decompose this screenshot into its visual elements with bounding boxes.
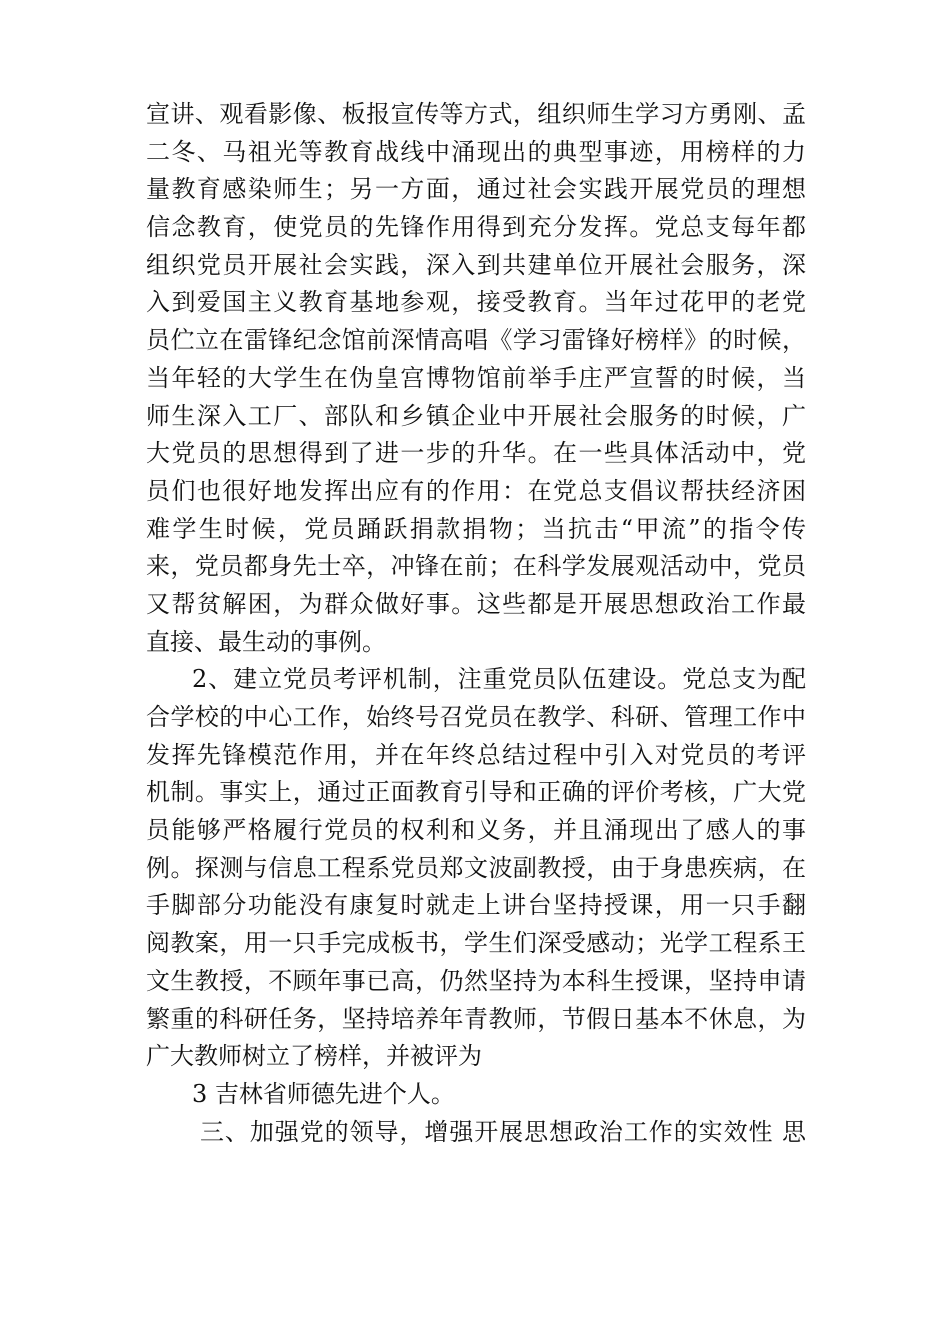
page-number-line: 3 吉林省师德先进个人。 (192, 1079, 455, 1108)
text-line: 员们也很好地发挥出应有的作用：在党总支倡议帮扶经济困 (146, 476, 806, 505)
text-line: 员伫立在雷锋纪念馆前深情高唱《学习雷锋好榜样》的时候， (146, 326, 806, 355)
text-line: 量教育感染师生；另一方面，通过社会实践开展党员的理想 (146, 175, 806, 204)
text-line: 当年轻的大学生在伪皇宫博物馆前举手庄严宣誓的时候，当 (146, 363, 806, 392)
text-line: 又帮贫解困，为群众做好事。这些都是开展思想政治工作最 (146, 589, 806, 618)
text-line: 来，党员都身先士卒，冲锋在前；在科学发展观活动中，党员 (146, 552, 806, 581)
text-line: 二冬、马祖光等教育战线中涌现出的典型事迹，用榜样的力 (146, 137, 806, 166)
text-line: 文生教授，不顾年事已高，仍然坚持为本科生授课，坚持申请 (146, 966, 806, 995)
body-text (146, 96, 806, 1151)
text-line: 繁重的科研任务，坚持培养年青教师，节假日基本不休息，为 (146, 1004, 806, 1033)
text-line: 广大教师树立了榜样，并被评为 (146, 1042, 482, 1071)
text-line: 宣讲、观看影像、板报宣传等方式，组织师生学习方勇刚、孟 (146, 100, 806, 128)
text-line: 机制。事实上，通过正面教育引导和正确的评价考核，广大党 (146, 778, 806, 807)
text-line: 阅教案，用一只手完成板书，学生们深受感动；光学工程系王 (146, 929, 806, 958)
text-line: 信念教育，使党员的先锋作用得到充分发挥。党总支每年都 (146, 213, 806, 242)
text-line: 合学校的中心工作，始终号召党员在教学、科研、管理工作中 (146, 703, 806, 731)
section-2-heading-line: 2、建立党员考评机制，注重党员队伍建设。党总支为配 (192, 665, 806, 694)
text-line: 直接、最生动的事例。 (146, 627, 386, 656)
text-line: 师生深入工厂、部队和乡镇企业中开展社会服务的时候，广 (146, 401, 806, 430)
text-line: 难学生时候，党员踊跃捐款捐物；当抗击“甲流”的指令传 (146, 514, 806, 543)
text-line: 手脚部分功能没有康复时就走上讲台坚持授课，用一只手翻 (146, 891, 806, 920)
text-line: 发挥先锋模范作用，并在年终总结过程中引入对党员的考评 (146, 740, 806, 769)
text-line: 员能够严格履行党员的权利和义务，并且涌现出了感人的事 (146, 816, 806, 845)
text-line: 组织党员开展社会实践，深入到共建单位开展社会服务，深 (146, 250, 806, 279)
text-line: 大党员的思想得到了进一步的升华。在一些具体活动中，党 (146, 439, 806, 468)
text-line: 入到爱国主义教育基地参观，接受教育。当年过花甲的老党 (146, 288, 806, 317)
text-line: 例。探测与信息工程系党员郑文波副教授，由于身患疾病，在 (146, 853, 806, 882)
section-3-heading: 三、加强党的领导，增强开展思想政治工作的实效性 思 (200, 1117, 806, 1146)
